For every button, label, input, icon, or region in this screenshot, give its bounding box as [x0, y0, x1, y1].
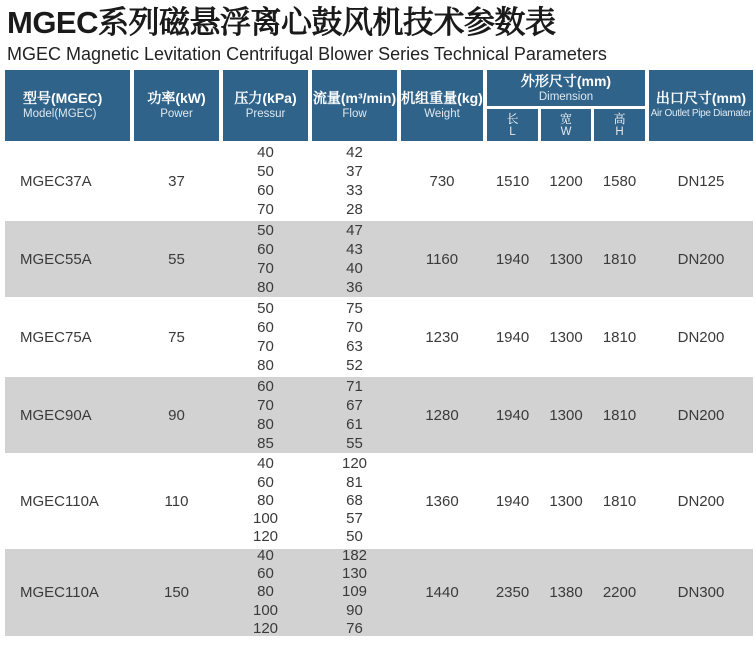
pressure-value: 70	[257, 260, 274, 277]
pressure-cell	[223, 299, 308, 375]
page-subtitle: MGEC Magnetic Levitation Centrifugal Blower Series Technical Parameters	[7, 44, 607, 64]
model-cell: MGEC55A	[20, 250, 92, 268]
width-cell: 1300	[549, 250, 583, 268]
flow-value: 36	[346, 279, 363, 296]
length-cell: 1940	[495, 328, 530, 346]
pressure-value: 80	[257, 583, 274, 601]
pressure-value: 100	[252, 601, 279, 619]
dimension-cells	[487, 221, 645, 297]
width-cell: 1300	[549, 492, 583, 510]
flow-value: 37	[346, 163, 363, 180]
flow-cell	[312, 143, 397, 219]
height-cell: 1580	[602, 172, 637, 190]
width-cell: 1300	[549, 328, 583, 346]
header-dimension-en: Dimension	[538, 90, 594, 103]
length-cell: 1940	[495, 492, 530, 510]
header-power-zh: 功率(kW)	[147, 90, 206, 106]
flow-value: 47	[346, 222, 363, 239]
pressure-cell	[223, 221, 308, 297]
pressure-value: 50	[257, 300, 274, 317]
flow-value: 81	[346, 473, 363, 491]
table-row	[5, 549, 753, 636]
length-cell: 1940	[495, 406, 530, 424]
pressure-value: 60	[257, 473, 274, 491]
flow-value: 43	[346, 241, 363, 258]
pressure-value: 40	[257, 547, 274, 564]
power-cell: 37	[168, 172, 185, 190]
header-outlet-en: Air Outlet Pipe Diamater	[650, 108, 752, 119]
page-title: MGEC系列磁悬浮离心鼓风机技术参数表	[7, 5, 556, 40]
header-length	[487, 109, 538, 141]
pressure-value: 70	[257, 338, 274, 355]
pressure-value: 50	[257, 222, 274, 239]
flow-value: 52	[346, 357, 363, 374]
dimension-cells	[487, 455, 645, 547]
power-cell: 150	[163, 584, 190, 601]
pressure-cell	[223, 549, 308, 636]
length-cell: 1940	[495, 250, 530, 268]
weight-cell: 1160	[425, 250, 459, 268]
header-model-en: Model(MGEC)	[23, 108, 97, 120]
table-header	[5, 70, 753, 141]
flow-value: 120	[341, 455, 368, 473]
header-length-en: L	[509, 125, 516, 138]
header-model-zh: 型号(MGEC)	[23, 90, 103, 106]
pressure-value: 60	[257, 565, 274, 583]
flow-value: 33	[346, 182, 363, 199]
width-cell: 1380	[549, 584, 583, 601]
flow-cell	[312, 299, 397, 375]
header-height	[594, 109, 645, 141]
power-cell: 110	[164, 492, 189, 510]
height-cell: 1810	[602, 492, 637, 510]
header-pressure-en: Pressur	[245, 108, 286, 120]
power-cell: 55	[168, 250, 185, 268]
header-dimension-zh: 外形尺寸(mm)	[520, 72, 612, 89]
outlet-cell: DN200	[677, 328, 725, 346]
weight-cell: 1280	[425, 406, 459, 424]
header-weight	[401, 70, 483, 141]
pressure-value: 80	[257, 491, 274, 509]
outlet-cell: DN200	[677, 492, 725, 510]
height-cell: 1810	[602, 328, 637, 346]
dimension-cells	[487, 377, 645, 453]
weight-cell: 730	[429, 172, 455, 190]
length-cell: 2350	[495, 584, 530, 601]
model-cell: MGEC110A	[20, 584, 99, 601]
weight-cell: 1440	[425, 584, 459, 601]
pressure-cell	[223, 143, 308, 219]
flow-value: 40	[346, 260, 363, 277]
outlet-cell: DN200	[677, 250, 725, 268]
height-cell: 2200	[602, 584, 637, 601]
flow-value: 76	[346, 619, 363, 637]
header-width-en: W	[560, 125, 572, 138]
dimension-cells	[487, 143, 645, 219]
pressure-value: 60	[257, 241, 274, 258]
model-cell: MGEC37A	[20, 172, 92, 190]
outlet-cell: DN125	[677, 172, 725, 190]
flow-value: 182	[341, 547, 368, 564]
power-cell: 75	[168, 328, 185, 346]
parameters-table	[5, 70, 753, 636]
width-cell: 1200	[549, 172, 583, 190]
header-power	[134, 70, 219, 141]
pressure-value: 70	[257, 201, 274, 218]
flow-value: 55	[346, 435, 363, 452]
flow-value: 50	[346, 528, 363, 546]
flow-value: 71	[346, 378, 363, 395]
pressure-value: 120	[252, 528, 279, 546]
table-row	[5, 299, 753, 375]
table-row	[5, 377, 753, 453]
flow-value: 75	[346, 300, 363, 317]
header-flow-zh: 流量(m³/min)	[312, 90, 397, 106]
model-cell: MGEC110A	[20, 492, 99, 510]
header-dimension	[487, 70, 645, 106]
outlet-cell: DN300	[677, 584, 725, 601]
header-flow-en: Flow	[342, 108, 367, 120]
flow-value: 70	[346, 319, 363, 336]
flow-value: 28	[346, 201, 363, 218]
pressure-value: 120	[252, 619, 279, 637]
pressure-value: 40	[257, 144, 274, 161]
header-dimension-subrow	[487, 109, 645, 141]
header-weight-en: Weight	[424, 108, 460, 120]
flow-value: 42	[346, 144, 363, 161]
pressure-value: 60	[257, 319, 274, 336]
pressure-value: 80	[257, 416, 274, 433]
table-row	[5, 455, 753, 547]
dimension-cells	[487, 549, 645, 636]
header-outlet	[649, 70, 753, 141]
flow-cell	[312, 455, 397, 547]
flow-value: 63	[346, 338, 363, 355]
pressure-cell	[223, 455, 308, 547]
width-cell: 1300	[549, 406, 583, 424]
pressure-value: 50	[257, 163, 274, 180]
dimension-cells	[487, 299, 645, 375]
outlet-cell: DN200	[677, 406, 725, 424]
pressure-value: 80	[257, 357, 274, 374]
length-cell: 1510	[495, 172, 530, 190]
pressure-value: 85	[257, 435, 274, 452]
pressure-value: 60	[257, 182, 274, 199]
flow-value: 67	[346, 397, 363, 414]
flow-value: 68	[346, 491, 363, 509]
header-height-en: H	[615, 125, 624, 138]
pressure-value: 60	[257, 378, 274, 395]
table-row	[5, 143, 753, 219]
flow-value: 130	[341, 565, 368, 583]
weight-cell: 1230	[425, 328, 459, 346]
pressure-value: 100	[252, 510, 279, 528]
flow-cell	[312, 377, 397, 453]
header-weight-zh: 机组重量(kg)	[401, 90, 483, 106]
model-cell: MGEC90A	[20, 406, 92, 424]
header-power-en: Power	[160, 108, 193, 120]
height-cell: 1810	[602, 250, 637, 268]
table-row	[5, 221, 753, 297]
pressure-value: 40	[257, 455, 274, 473]
power-cell: 90	[168, 406, 185, 424]
header-model	[5, 70, 130, 141]
flow-value: 61	[346, 416, 363, 433]
header-pressure-zh: 压力(kPa)	[234, 90, 297, 106]
header-dimension-group	[487, 70, 645, 141]
flow-cell	[312, 221, 397, 297]
header-length-zh: 长	[506, 111, 519, 126]
flow-cell	[312, 549, 397, 636]
model-cell: MGEC75A	[20, 328, 92, 346]
header-height-zh: 高	[613, 111, 626, 126]
header-width-zh: 宽	[559, 111, 572, 126]
weight-cell: 1360	[425, 492, 459, 510]
pressure-value: 80	[257, 279, 274, 296]
header-width	[541, 109, 591, 141]
pressure-value: 70	[257, 397, 274, 414]
flow-value: 109	[341, 583, 368, 601]
header-pressure	[223, 70, 308, 141]
height-cell: 1810	[602, 406, 637, 424]
flow-value: 57	[346, 510, 363, 528]
header-outlet-zh: 出口尺寸(mm)	[655, 90, 747, 106]
header-flow	[312, 70, 397, 141]
flow-value: 90	[346, 601, 363, 619]
pressure-cell	[223, 377, 308, 453]
